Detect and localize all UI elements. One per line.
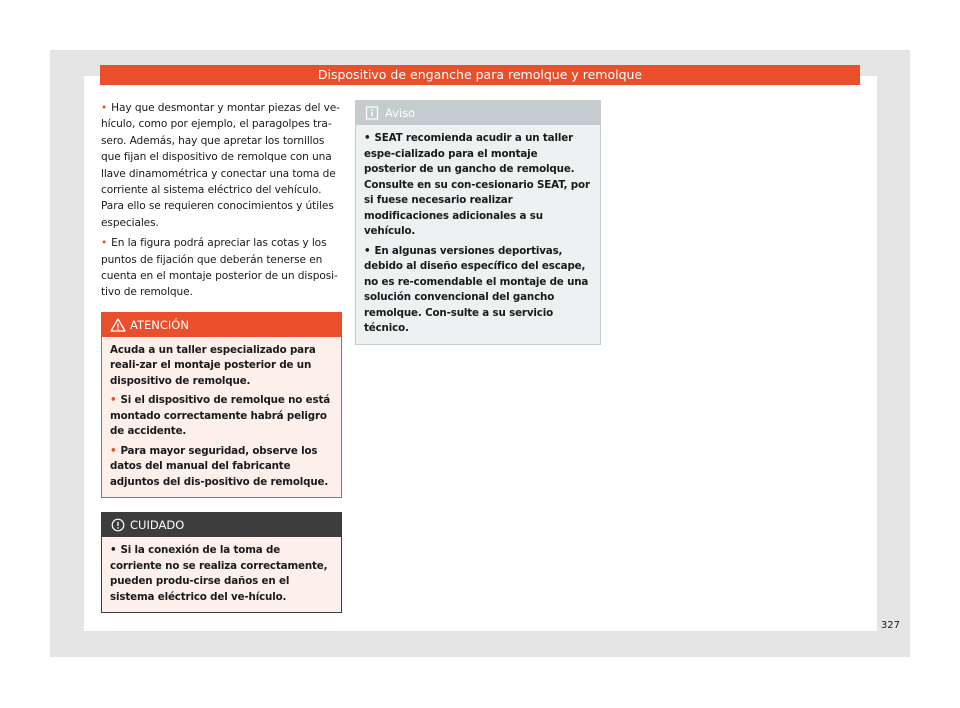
warning-triangle-icon (110, 317, 126, 333)
warning-intro: Acuda a un taller especializado para reali-zar el montaje posterior de un dispositivo de remolque. (110, 343, 316, 387)
note-item: • SEAT recomienda acudir a un taller espe-cializado para el montaje posterior de un gancho de remolque. Consulte en su con-cesionario SEAT, por si fuese necesario realizar modificaciones adicionales a su vehículo. (364, 132, 590, 237)
bullet-icon: • (110, 394, 117, 407)
body-paragraph: • Hay que desmontar y montar piezas del ve-hículo, como por ejemplo, el paragolpes tra-sero. Además, hay que apretar los tornillos que fijan el dispositivo de remolque con una llave dinamométrica y conectar una toma de corriente al sistema eléctrico del vehículo. Para ello se requieren conocimientos y útiles especiales. (101, 102, 340, 229)
caution-box (101, 512, 342, 613)
note-item: • En algunas versiones deportivas, debido al diseño específico del escape, no es re-comendable el montaje de una solución convencional del gancho remolque. Con-sulte a su servicio técnico. (364, 244, 589, 334)
warning-item: • Para mayor seguridad, observe los datos del manual del fabricante adjuntos del dis-positivo de remolque. (110, 444, 329, 488)
section-title: Dispositivo de enganche para remolque y remolque (317, 67, 643, 82)
caution-box-body (102, 537, 341, 612)
warning-box-header (102, 313, 341, 337)
section-header (100, 65, 860, 85)
warning-box-title: ATENCIÓN (130, 317, 189, 332)
note-box-title: Aviso (385, 106, 416, 120)
caution-box-title: CUIDADO (130, 518, 185, 533)
bullet-icon: • (101, 102, 108, 114)
warning-box (101, 312, 342, 499)
bullet-icon: • (364, 132, 371, 144)
bullet-icon: • (101, 237, 108, 250)
caution-item: • Si la conexión de la toma de corriente no se realiza correctamente, pueden produ-cirse daños en el sistema eléctrico del ve-hículo. (110, 544, 328, 603)
note-box (355, 100, 601, 345)
info-icon (364, 105, 380, 121)
warning-item: • Si el dispositivo de remolque no está montado correctamente habrá peligro de accidente. (110, 394, 331, 438)
page-number: 327 (880, 620, 900, 631)
note-box-header (356, 101, 600, 125)
note-box-body (356, 125, 600, 344)
middle-column (355, 100, 601, 345)
warning-box-body (102, 337, 341, 498)
bullet-icon: • (110, 444, 117, 457)
left-column (101, 100, 342, 613)
bullet-icon: • (364, 244, 371, 257)
caution-box-header (102, 513, 341, 537)
bullet-icon: • (110, 544, 117, 557)
exclamation-circle-icon (110, 517, 126, 533)
body-paragraph: • En la figura podrá apreciar las cotas y los puntos de fijación que deberán tenerse en cuenta en el montaje posterior de un disposi-tivo de remolque. (101, 237, 338, 299)
